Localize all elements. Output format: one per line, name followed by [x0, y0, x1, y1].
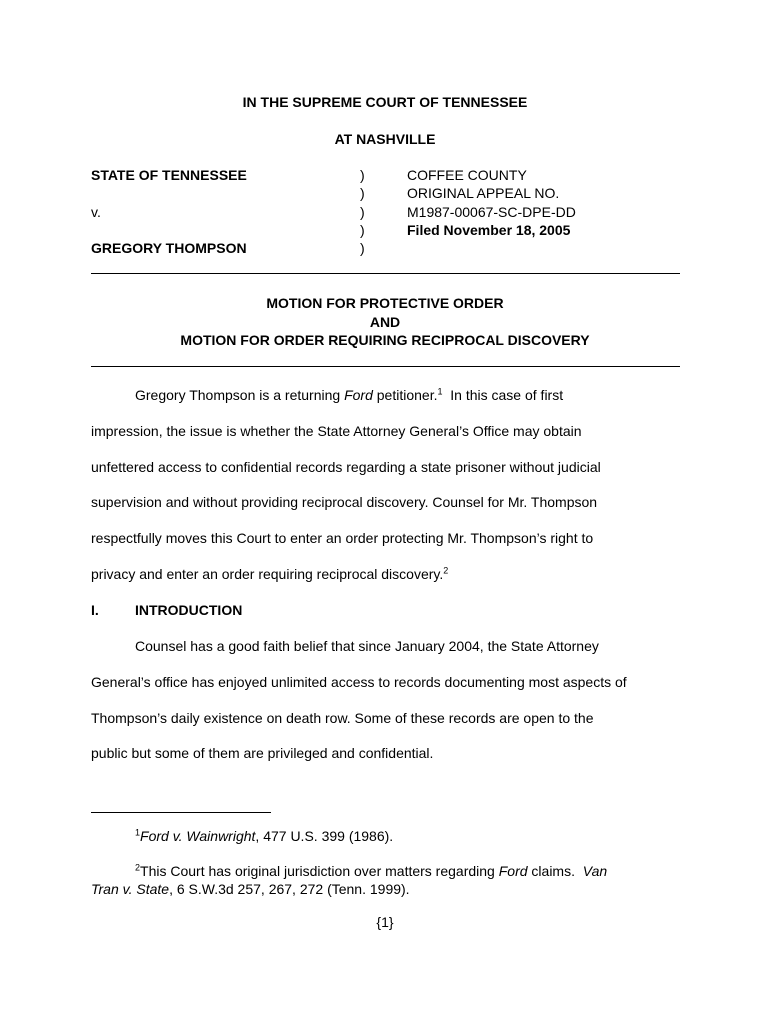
motion-title-line3: MOTION FOR ORDER REQUIRING RECIPROCAL DISCOVERY: [180, 332, 590, 348]
section-heading: INTRODUCTION: [135, 602, 243, 618]
paragraph-line: public but some of them are privileged and confidential.: [91, 745, 434, 761]
appeal-number: M1987-00067-SC-DPE-DD: [407, 204, 576, 220]
court-location: AT NASHVILLE: [334, 131, 436, 147]
court-name: IN THE SUPREME COURT OF TENNESSEE: [242, 94, 528, 110]
paragraph-line: Gregory Thompson is a returning Ford petitioner.$^1$ In this case of first: [135, 386, 564, 403]
appeal-label: ORIGINAL APPEAL NO.: [407, 185, 560, 201]
filed-date: Filed November 18, 2005: [407, 222, 571, 238]
motion-title-line2: AND: [369, 314, 401, 330]
paragraph-line: General’s office has enjoyed unlimited access to records documenting most aspects of: [91, 674, 627, 690]
paragraph-line: Counsel has a good faith belief that since January 2004, the State Attorney: [135, 638, 599, 654]
footnote-separator: [91, 812, 271, 813]
caption-paren: ): [360, 204, 365, 220]
motion-title-line1: MOTION FOR PROTECTIVE ORDER: [266, 295, 504, 311]
section-number: I.: [91, 602, 99, 618]
plaintiff-name: STATE OF TENNESSEE: [91, 167, 247, 183]
footnote-ref: 2: [443, 565, 449, 576]
footnote-number: 1: [135, 827, 141, 838]
paragraph-line: Thompson’s daily existence on death row. Some of these records are open to the: [91, 710, 594, 726]
defendant-name: GREGORY THOMPSON: [91, 240, 247, 256]
footnote-ref: 1: [437, 386, 443, 397]
paragraph-line: unfettered access to confidential records regarding a state prisoner without judicial: [91, 459, 601, 475]
caption-paren: ): [360, 185, 365, 201]
county-name: COFFEE COUNTY: [407, 167, 527, 183]
footnote-2: $^2$This Court has original jurisdiction over matters regarding Ford claims. Van: [135, 862, 608, 879]
divider: [91, 366, 680, 367]
versus-label: v.: [91, 204, 101, 220]
footnote-2-continued: Tran v. State, 6 S.W.3d 257, 267, 272 (Tenn. 1999).: [91, 881, 410, 897]
page-number: {1}: [376, 914, 394, 930]
paragraph-line: respectfully moves this Court to enter an order protecting Mr. Thompson’s right to: [91, 530, 594, 546]
divider: [91, 273, 680, 274]
paragraph-line: privacy and enter an order requiring reciprocal discovery.$^2$: [91, 565, 449, 582]
caption-paren: ): [360, 222, 365, 238]
caption-paren: ): [360, 240, 365, 256]
footnote-number: 2: [135, 862, 141, 873]
paragraph-line: impression, the issue is whether the State Attorney General’s Office may obtain: [91, 423, 582, 439]
caption-paren: ): [360, 167, 365, 183]
paragraph-line: supervision and without providing reciprocal discovery. Counsel for Mr. Thompson: [91, 494, 598, 510]
footnote-1: $^1$Ford v. Wainwright, 477 U.S. 399 (1986).: [135, 827, 394, 844]
